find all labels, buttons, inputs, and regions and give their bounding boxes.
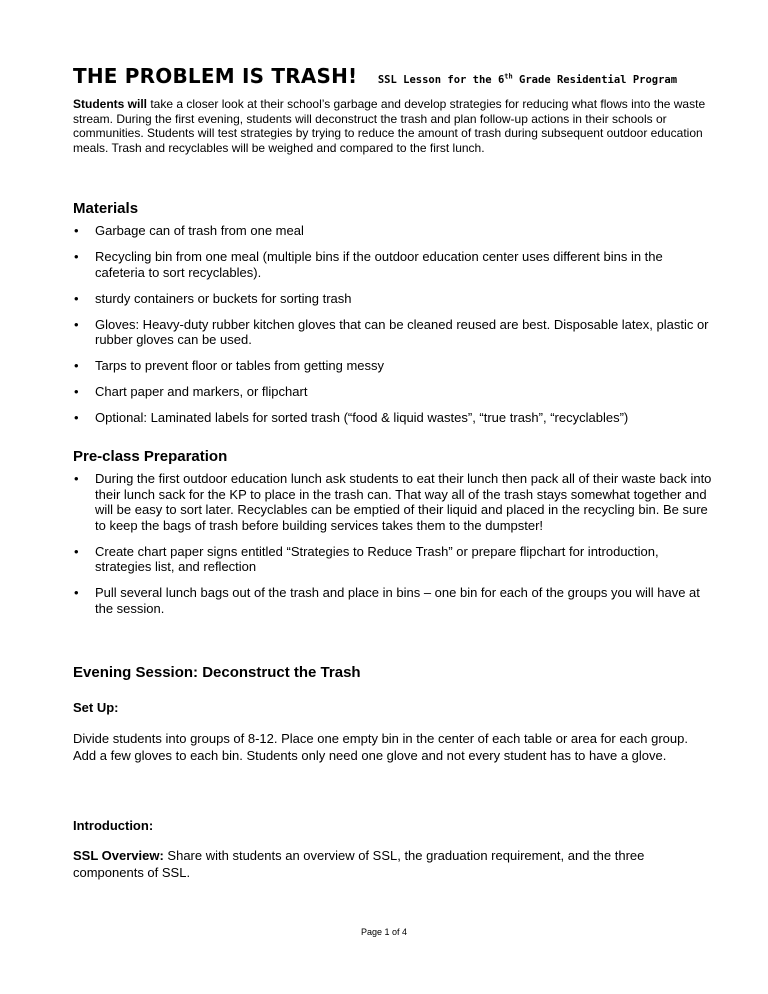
evening-heading: Evening Session: Deconstruct the Trash [73,664,361,681]
materials-item: • Garbage can of trash from one meal [73,223,713,239]
preclass-item: • Pull several lunch bags out of the trash and place in bins – one bin for each of the groups you will have at the session. [73,585,713,616]
setup-paragraph: Divide students into groups of 8-12. Place one empty bin in the center of each table or area for each group. Add a few gloves to each bin. Students only need one glove and not every student has to have a glove. [73,731,688,763]
intro-text: take a closer look at their school’s garbage and develop strategies for reducing what flows into the waste stream. During the first evening, students will deconstruct the trash and plan follow-up actions in their schools or communities. Students will test strategies by trying to reduce the amount of trash during subsequent outdoor education meals. Trash and recyclables will be weighed and compared to the first lunch. [73,97,706,155]
subtitle-sup: th [504,72,513,81]
introduction-heading: Introduction: [73,818,154,833]
materials-list [73,223,713,436]
subtitle-pre: SSL Lesson for the 6 [377,74,505,86]
materials-item: • Chart paper and markers, or flipchart [73,384,713,400]
materials-item: • sturdy containers or buckets for sorting trash [73,291,713,307]
materials-item: • Tarps to prevent floor or tables from getting messy [73,358,713,374]
overview-text: Share with students an overview of SSL, the graduation requirement, and the three components of SSL. [73,848,645,880]
page-title: THE PROBLEM IS TRASH! [73,64,358,88]
page-subtitle [378,74,677,86]
subtitle-post: Grade Residential Program [512,74,678,86]
preclass-item: • During the first outdoor education lunch ask students to eat their lunch then pack all of their waste back into their lunch sack for the KP to place in the trash can. That way all of the trash stays somewhat together and will be easy to sort later. Recyclables can be emptied of their liquid and placed in the recycling bin. Be sure to keep the bags of trash before building services takes them to the dumpster! [73,471,713,533]
materials-item: • Gloves: Heavy-duty rubber kitchen gloves that can be cleaned reused are best. Disposable latex, plastic or rubber gloves can be used. [73,317,713,348]
materials-item: • Recycling bin from one meal (multiple bins if the outdoor education center uses different bins in the cafeteria to sort recyclables). [73,249,713,280]
intro-paragraph [73,97,713,155]
setup-heading: Set Up: [73,700,119,715]
preclass-item: • Create chart paper signs entitled “Strategies to Reduce Trash” or prepare flipchart for introduction, strategies list, and reflection [73,544,713,575]
overview-lead: SSL Overview: [73,848,164,863]
preclass-heading: Pre-class Preparation [73,448,228,465]
overview-paragraph [73,848,713,881]
preclass-list [73,471,713,627]
page-number: Page 1 of 4 [360,927,408,937]
materials-heading: Materials [73,200,139,217]
title-row [73,64,677,88]
intro-lead: Students will [73,97,148,111]
materials-item: • Optional: Laminated labels for sorted trash (“food & liquid wastes”, “true trash”, “recyclables”) [73,410,713,426]
